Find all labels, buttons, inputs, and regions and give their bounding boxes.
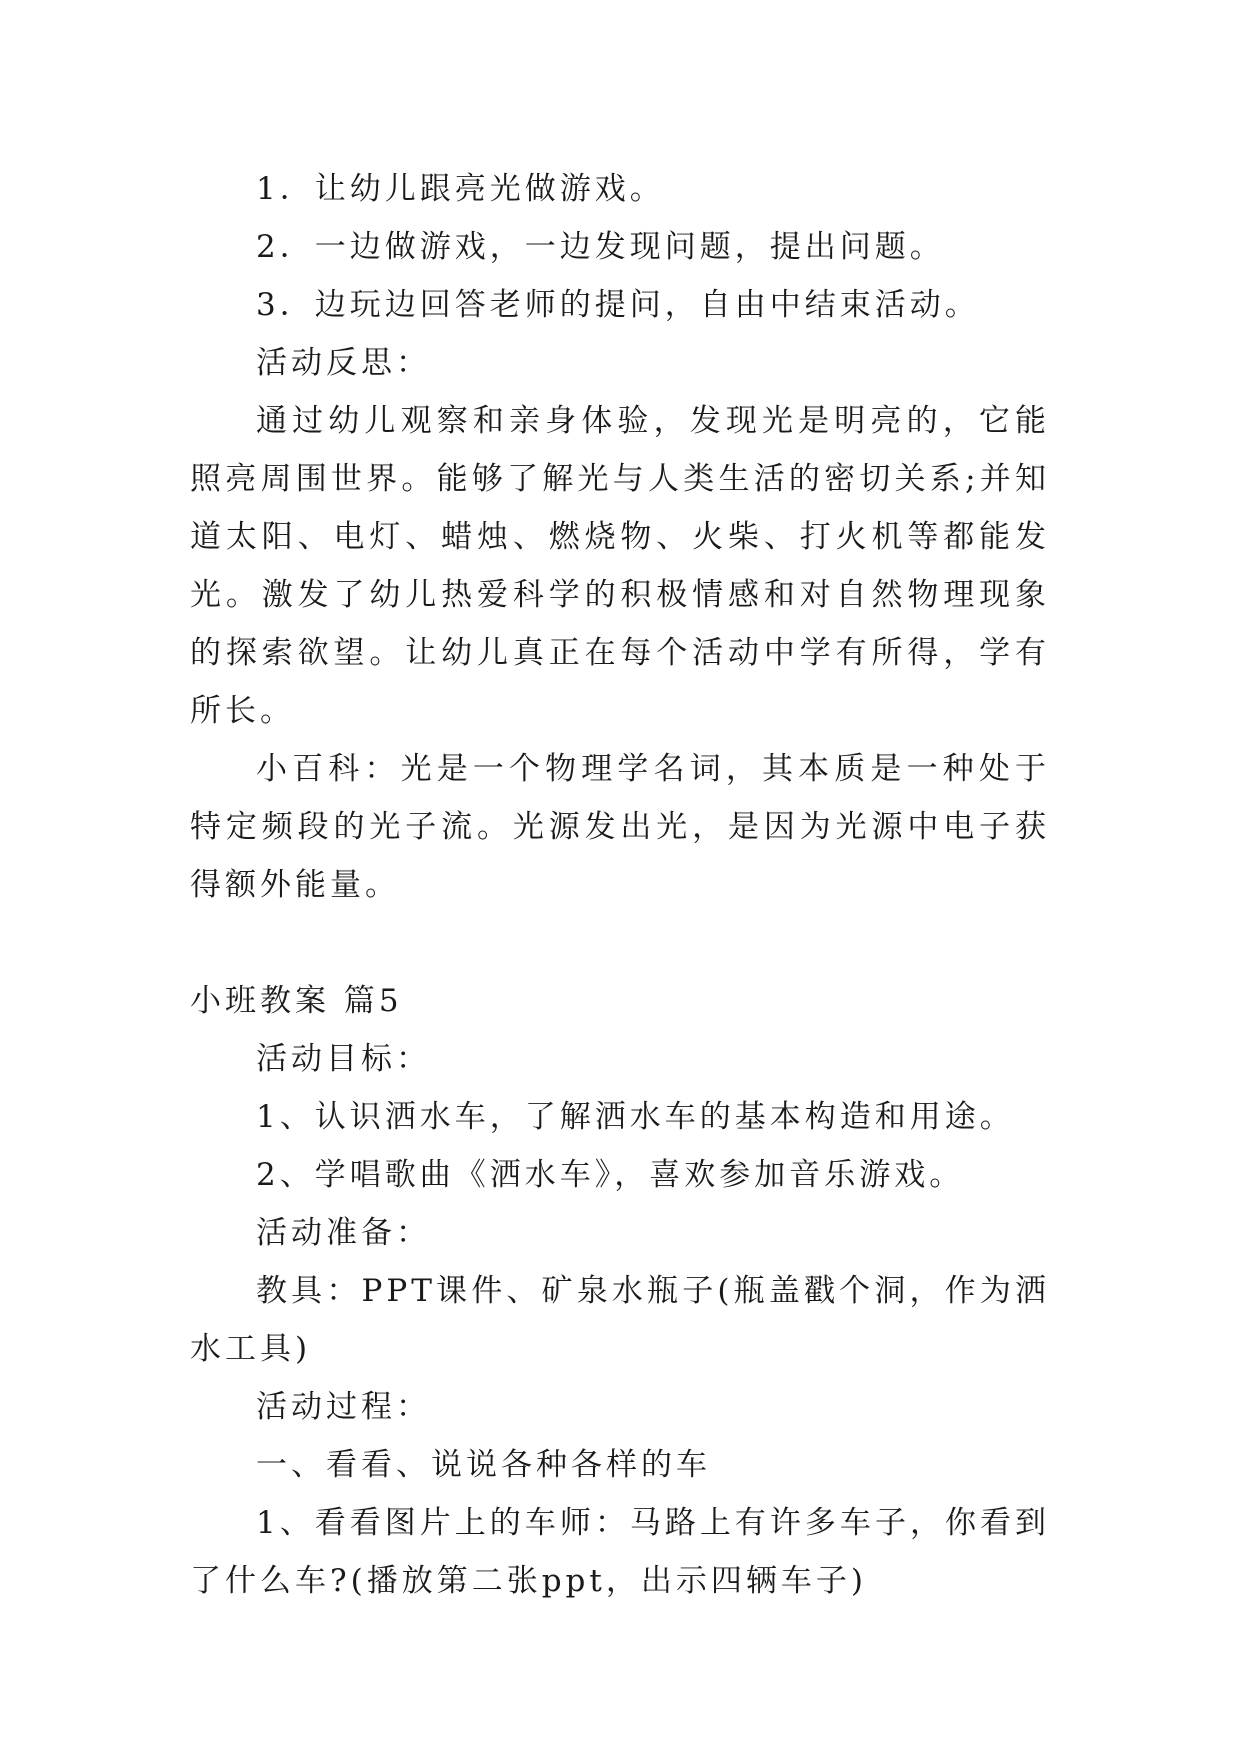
goal-1: 1、认识洒水车，了解洒水车的基本构造和用途。 — [256, 1099, 1015, 1135]
goals-label: 活动目标： — [256, 1041, 431, 1077]
goal-2: 2、学唱歌曲《洒水车》，喜欢参加音乐游戏。 — [256, 1157, 965, 1193]
reflection-paragraph: 通过幼儿观察和亲身体验，发现光是明亮的，它能照亮周围世界。能够了解光与人类生活的密切关系;并知道太阳、电灯、蜡烛、燃烧物、火柴、打火机等都能发光。激发了幼儿热爱科学的积极情感和对自然物理现象的探索欲望。让幼儿真正在每个活动中学有所得，学有所长。 — [190, 403, 1050, 729]
encyclopedia-paragraph: 小百科：光是一个物理学名词，其本质是一种处于特定频段的光子流。光源发出光，是因为光源中电子获得额外能量。 — [190, 751, 1050, 903]
section-title: 小班教案 篇5 — [190, 983, 403, 1019]
document-body — [190, 160, 1050, 1610]
prep-label: 活动准备： — [256, 1215, 431, 1251]
step-3: 3．边玩边回答老师的提问，自由中结束活动。 — [256, 287, 980, 323]
process-step-title: 一、看看、说说各种各样的车 — [256, 1447, 711, 1483]
process-step-paragraph: 1、看看图片上的车师：马路上有许多车子，你看到了什么车?(播放第二张ppt，出示四辆车子) — [190, 1505, 1050, 1599]
process-label: 活动过程： — [256, 1389, 431, 1425]
section-spacer — [190, 914, 1050, 972]
reflection-label: 活动反思： — [256, 345, 431, 381]
step-2: 2．一边做游戏，一边发现问题，提出问题。 — [256, 229, 945, 265]
step-1: 1．让幼儿跟亮光做游戏。 — [256, 171, 665, 207]
prep-paragraph: 教具：PPT课件、矿泉水瓶子(瓶盖戳个洞，作为洒水工具) — [190, 1273, 1050, 1367]
